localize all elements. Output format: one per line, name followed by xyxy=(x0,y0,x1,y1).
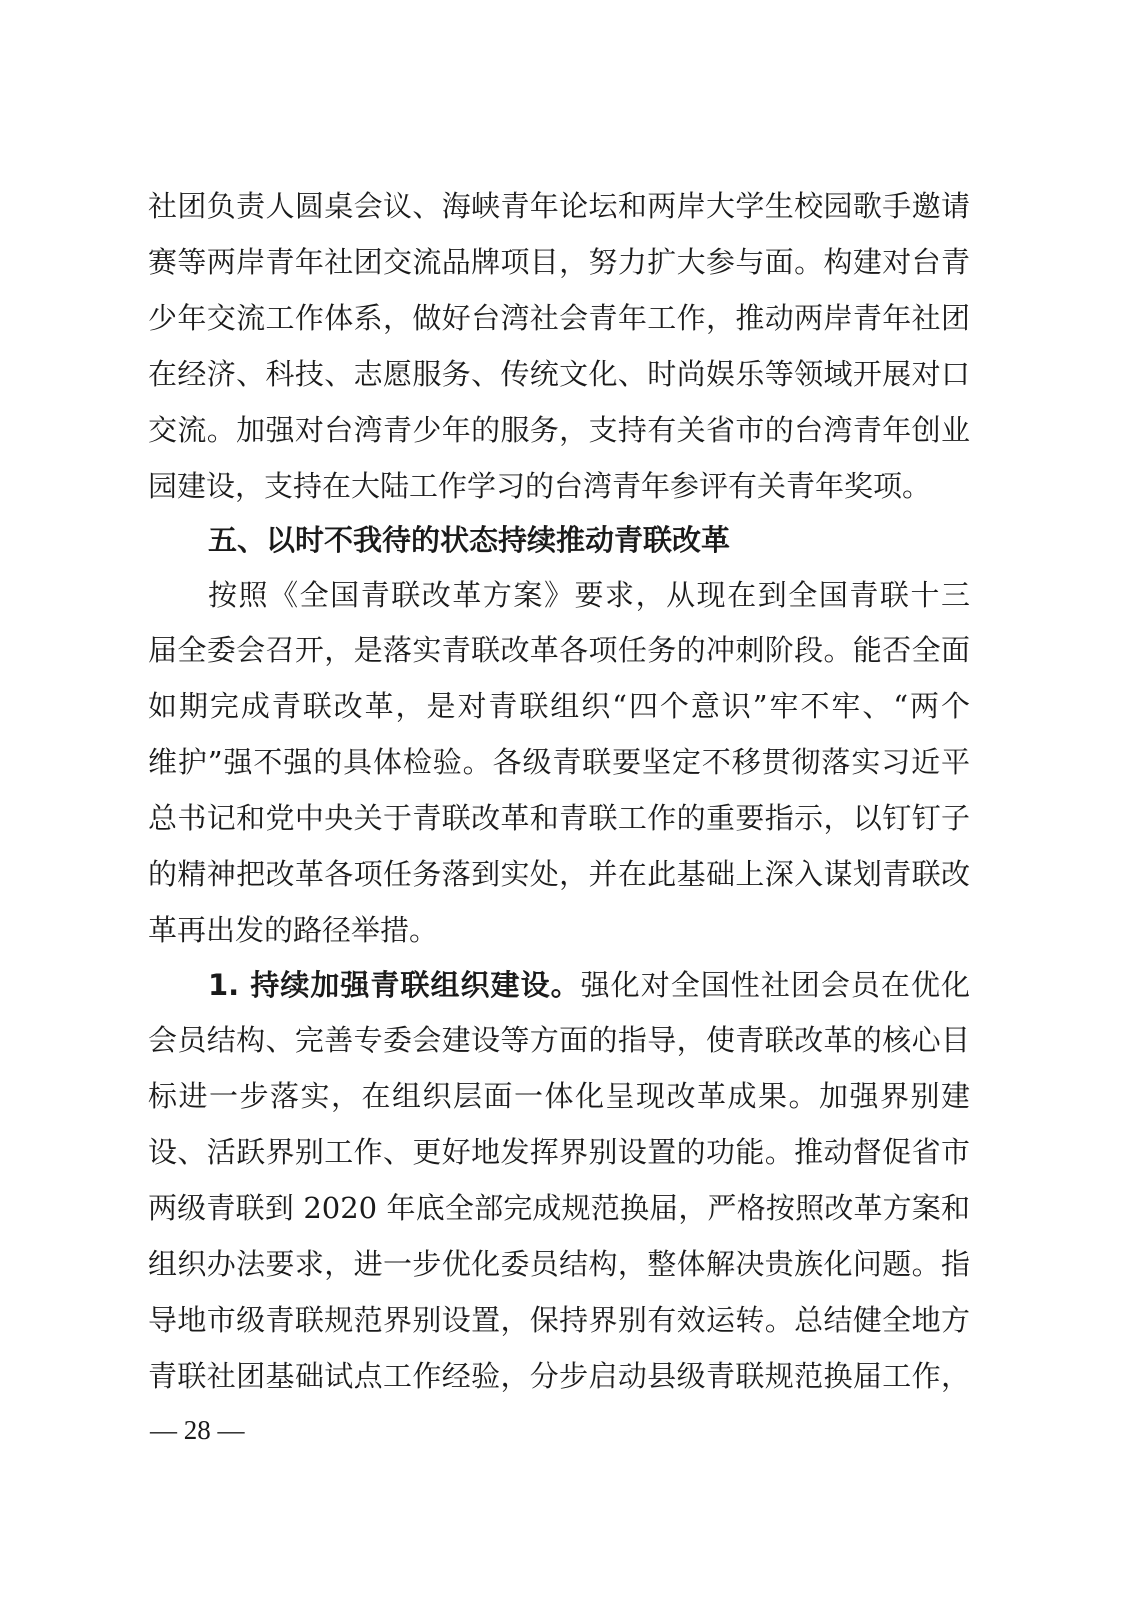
text-span: 强化对全国性社团会员在优化 xyxy=(580,968,970,1002)
text-line: 交流。加强对台湾青少年的服务，支持有关省市的台湾青年创业 xyxy=(148,413,970,447)
text-line: 组织办法要求，进一步优化委员结构，整体解决贵族化问题。指 xyxy=(148,1247,970,1281)
text-line: 按照《全国青联改革方案》要求，从现在到全国青联十三 xyxy=(208,578,970,612)
text-line: 导地市级青联规范界别设置，保持界别有效运转。总结健全地方 xyxy=(148,1303,970,1337)
text-line: 设、活跃界别工作、更好地发挥界别设置的功能。推动督促省市 xyxy=(148,1135,970,1169)
text-line: 的精神把改革各项任务落到实处，并在此基础上深入谋划青联改 xyxy=(148,857,970,891)
text-line: 青联社团基础试点工作经验，分步启动县级青联规范换届工作， xyxy=(148,1359,970,1393)
text-line: 维护”强不强的具体检验。各级青联要坚定不移贯彻落实习近平 xyxy=(148,745,970,779)
text-line: 园建设，支持在大陆工作学习的台湾青年参评有关青年奖项。 xyxy=(148,469,932,503)
page-number: — 28 — xyxy=(150,1415,245,1445)
text-line xyxy=(208,965,970,1005)
text-line: 标进一步落实，在组织层面一体化呈现改革成果。加强界别建 xyxy=(148,1079,970,1113)
text-line: 赛等两岸青年社团交流品牌项目，努力扩大参与面。构建对台青 xyxy=(148,245,970,279)
text-line: 在经济、科技、志愿服务、传统文化、时尚娱乐等领域开展对口 xyxy=(148,357,970,391)
text-line: 如期完成青联改革，是对青联组织“四个意识”牢不牢、“两个 xyxy=(148,689,970,723)
text-line: 届全委会召开，是落实青联改革各项任务的冲刺阶段。能否全面 xyxy=(148,633,970,667)
text-line: 两级青联到 2020 年底全部完成规范换届，严格按照改革方案和 xyxy=(148,1191,970,1225)
paragraph-lead-title: 1. 持续加强青联组织建设。 xyxy=(208,968,581,1002)
text-line: 少年交流工作体系，做好台湾社会青年工作，推动两岸青年社团 xyxy=(148,301,970,335)
text-line: 革再出发的路径举措。 xyxy=(148,913,439,947)
text-line: 总书记和党中央关于青联改革和青联工作的重要指示，以钉钉子 xyxy=(148,801,970,835)
text-line: 社团负责人圆桌会议、海峡青年论坛和两岸大学生校园歌手邀请 xyxy=(148,189,970,223)
section-heading: 五、以时不我待的状态持续推动青联改革 xyxy=(208,523,731,557)
text-line: 会员结构、完善专委会建设等方面的指导，使青联改革的核心目 xyxy=(148,1023,970,1057)
